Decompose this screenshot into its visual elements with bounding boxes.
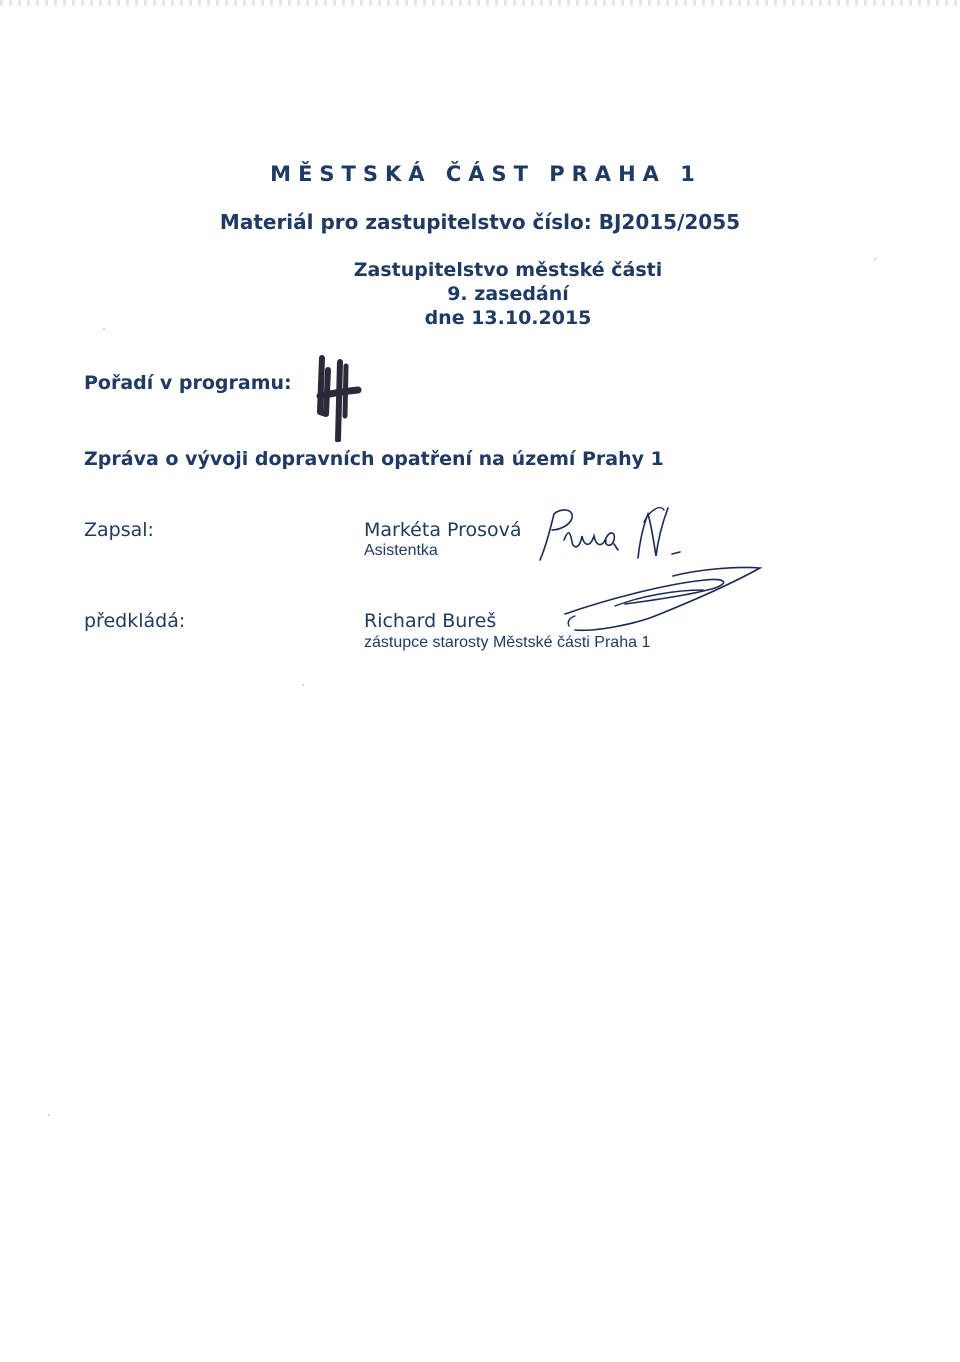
recorded-by-role: Asistentka — [364, 542, 438, 559]
session-meeting: 9. zasedání — [447, 283, 569, 305]
recorded-by-label: Zapsal: — [84, 519, 154, 541]
handwritten-agenda-number — [312, 352, 364, 442]
recorded-by-name: Markéta Prosová — [364, 519, 522, 541]
material-number: Materiál pro zastupitelstvo číslo: BJ2015/2055 — [219, 210, 741, 234]
session-date: dne 13.10.2015 — [424, 307, 592, 329]
report-subject: Zpráva o vývoji dopravních opatření na území Prahy 1 — [84, 448, 664, 470]
presented-by-label: předkládá: — [84, 610, 186, 632]
presented-by-name: Richard Bureš — [364, 610, 497, 632]
scan-speck — [48, 1114, 50, 1116]
presenter-signature — [555, 560, 770, 640]
presented-by-role: zástupce starosty Městské části Praha 1 — [364, 634, 651, 651]
scan-speck — [874, 258, 876, 260]
scan-speck — [103, 328, 105, 330]
organization-title: MĚSTSKÁ ČÁST PRAHA 1 — [270, 162, 702, 186]
session-block — [0, 258, 960, 330]
session-body: Zastupitelstvo městské části — [353, 259, 663, 281]
agenda-order-label: Pořadí v programu: — [84, 372, 292, 394]
scan-edge-artifact — [0, 0, 960, 6]
scan-speck — [302, 684, 304, 686]
